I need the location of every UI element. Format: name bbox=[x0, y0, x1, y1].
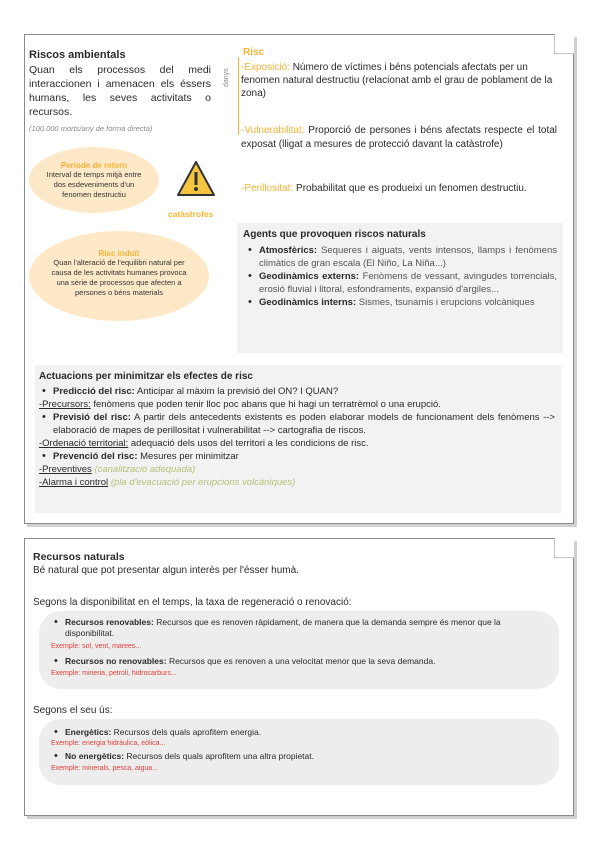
list-item bbox=[39, 450, 555, 463]
agent-text: Sequeres i aiguats, vents intensos, llamps i fenòmens climàtics de gran escala (El Niño, La Niña...) bbox=[259, 245, 557, 269]
ordenacio bbox=[39, 437, 555, 450]
actuacions-panel bbox=[35, 365, 561, 513]
recursos-card bbox=[24, 538, 574, 816]
agents-list bbox=[245, 244, 557, 309]
energetics-example: Exemple: energia hidràulica, eòlica... bbox=[51, 740, 166, 747]
vulnerabilitat-label: -Vulnerabilitat: bbox=[241, 125, 305, 136]
induit-ellipse bbox=[29, 231, 209, 321]
noenergetics-text: Recursos dels quals aprofitem una altra propietat. bbox=[126, 751, 314, 761]
list-item bbox=[39, 411, 555, 437]
perillositat-label: -Perillositat: bbox=[241, 183, 294, 194]
us-list bbox=[51, 727, 551, 738]
induit-title: Risc induït bbox=[98, 249, 140, 258]
alarma-label: -Alarma i control bbox=[39, 477, 109, 488]
catastrofes-label: catàstrofes bbox=[168, 209, 214, 219]
agent-text: Sismes, tsunamis i erupcions volcàniques bbox=[358, 297, 535, 308]
renovables-text: Recursos que es renoven ràpidament, de manera que la demanda sempre és menor que la disponibilitat. bbox=[65, 617, 501, 638]
list-item bbox=[51, 656, 551, 667]
prevencio-name: Prevenció del risc: bbox=[53, 451, 138, 462]
exposicio-label: -Exposició: bbox=[241, 62, 290, 73]
norenovables-text: Recursos que es renoven a una velocitat menor que la seva demanda. bbox=[168, 656, 436, 666]
perillositat bbox=[241, 182, 557, 196]
exposicio bbox=[241, 61, 557, 100]
prevencio-list bbox=[39, 450, 555, 463]
norenovables-name: Recursos no renovables: bbox=[65, 656, 167, 666]
agent-name: Geodinàmics interns: bbox=[259, 297, 357, 308]
list-item bbox=[51, 727, 551, 738]
us-list-2 bbox=[51, 751, 551, 762]
noenergetics-name: No energètics: bbox=[65, 751, 125, 761]
actuacions-title: Actuacions per minimitzar els efectes de risc bbox=[39, 371, 253, 382]
precursors-label: -Precursors: bbox=[39, 399, 91, 410]
disp-list-2 bbox=[51, 656, 551, 667]
page-fold-icon bbox=[554, 34, 574, 54]
agent-name: Geodinàmics externs: bbox=[259, 271, 360, 282]
riscos-note: (100.000 morts/any de forma directa) bbox=[29, 124, 153, 133]
perillositat-text: Probabilitat que es produeixi un fenomen destructiu. bbox=[296, 183, 527, 194]
previsio-name: Previsió del risc: bbox=[53, 412, 131, 423]
exposicio-text: Número de víctimes i béns potencials afectats per un fenomen natural destructiu (relacionat amb el grau de poblament de la zona) bbox=[241, 62, 553, 99]
preventives bbox=[39, 463, 555, 476]
recursos-intro: Bé natural que pot presentar algun interès per l'ésser humà. bbox=[33, 565, 299, 576]
periode-ellipse bbox=[29, 147, 159, 213]
list-item bbox=[39, 385, 555, 398]
us-panel bbox=[39, 719, 559, 785]
riscos-intro: Quan els processos del medi interaccionen i amenacen els éssers humans, les seves activitats o recursos. bbox=[29, 64, 211, 118]
riscos-card bbox=[24, 34, 574, 524]
previsio-list bbox=[39, 411, 555, 437]
renovables-name: Recursos renovables: bbox=[65, 617, 154, 627]
noenergetics-example: Exemple: minerals, pesca, aigua... bbox=[51, 765, 158, 772]
ordenacio-label: -Ordenació territorial: bbox=[39, 438, 129, 449]
vulnerabilitat bbox=[241, 124, 557, 152]
energetics-name: Energètics: bbox=[65, 727, 112, 737]
agents-panel bbox=[237, 223, 563, 353]
agent-name: Atmosfèrics: bbox=[259, 245, 318, 256]
recursos-title: Recursos naturals bbox=[33, 551, 125, 563]
list-item bbox=[51, 617, 551, 639]
previsio-text: A partir dels antecedents existents es poden elaborar models de funcionament dels fenòmens --> elaboració de mapes de perillositat i vulnerabilitat --> cartografia de riscos. bbox=[53, 412, 555, 436]
list-item bbox=[245, 296, 557, 309]
alarma-note: (pla d'evacuació per erupcions volcàniques) bbox=[110, 477, 296, 488]
vulnerabilitat-text: Proporció de persones i béns afectats respecte el total exposat (lligat a mesures de protecció davant la catàstrofe) bbox=[241, 125, 558, 150]
danys-label: danys bbox=[223, 68, 230, 87]
riscos-title: Riscos ambientals bbox=[29, 49, 126, 61]
ordenacio-text: adequació dels usos del territori a les condicions de risc. bbox=[130, 438, 369, 449]
prediccio-list bbox=[39, 385, 555, 398]
periode-text: Interval de temps mitjà entre dos esdeveniments d'un fenomen destructiu bbox=[46, 170, 142, 199]
induit-text: Quan l'alteració de l'equilibri natural per causa de les activitats humanes provoca una sèrie de processos que afecten a persones o béns materials bbox=[51, 258, 187, 297]
disp-list bbox=[51, 617, 551, 639]
precursors bbox=[39, 398, 555, 411]
warning-icon bbox=[175, 159, 217, 199]
actuacions-body bbox=[39, 385, 555, 489]
energetics-text: Recursos dels quals aprofitem energia. bbox=[113, 727, 262, 737]
prevencio-text: Mesures per minimitzar bbox=[140, 451, 239, 462]
page-fold-icon bbox=[554, 538, 574, 558]
preventives-note: (canalització adequada) bbox=[94, 464, 196, 475]
agent-text: Fenòmens de vessant, avingudes torrencials, erosió fluvial i litoral, esfondraments, expansió d'argiles... bbox=[259, 271, 558, 295]
risc-bracket bbox=[238, 57, 240, 135]
norenovables-example: Exemple: mineria, petroli, hidrocarburs... bbox=[51, 670, 177, 677]
list-item bbox=[51, 751, 551, 762]
risc-title: Risc bbox=[243, 47, 265, 58]
prediccio-name: Predicció del risc: bbox=[53, 386, 135, 397]
disp-heading: Segons la disponibilitat en el temps, la taxa de regeneració o renovació: bbox=[33, 597, 352, 608]
preventives-label: -Preventives bbox=[39, 464, 92, 475]
us-heading: Segons el seu ús: bbox=[33, 705, 113, 716]
list-item bbox=[245, 244, 557, 270]
precursors-text: fenòmens que poden tenir lloc poc abans que hi hagi un terratrèmol o una erupció. bbox=[93, 399, 441, 410]
prediccio-text: Anticipar al màxim la previsió del ON? I QUAN? bbox=[136, 386, 339, 397]
periode-title: Període de retorn bbox=[60, 161, 128, 170]
alarma bbox=[39, 476, 555, 489]
agents-title: Agents que provoquen riscos naturals bbox=[243, 229, 426, 240]
renovables-example: Exemple: sol, vent, marees... bbox=[51, 643, 142, 650]
list-item bbox=[245, 270, 557, 296]
disp-panel bbox=[39, 611, 559, 689]
